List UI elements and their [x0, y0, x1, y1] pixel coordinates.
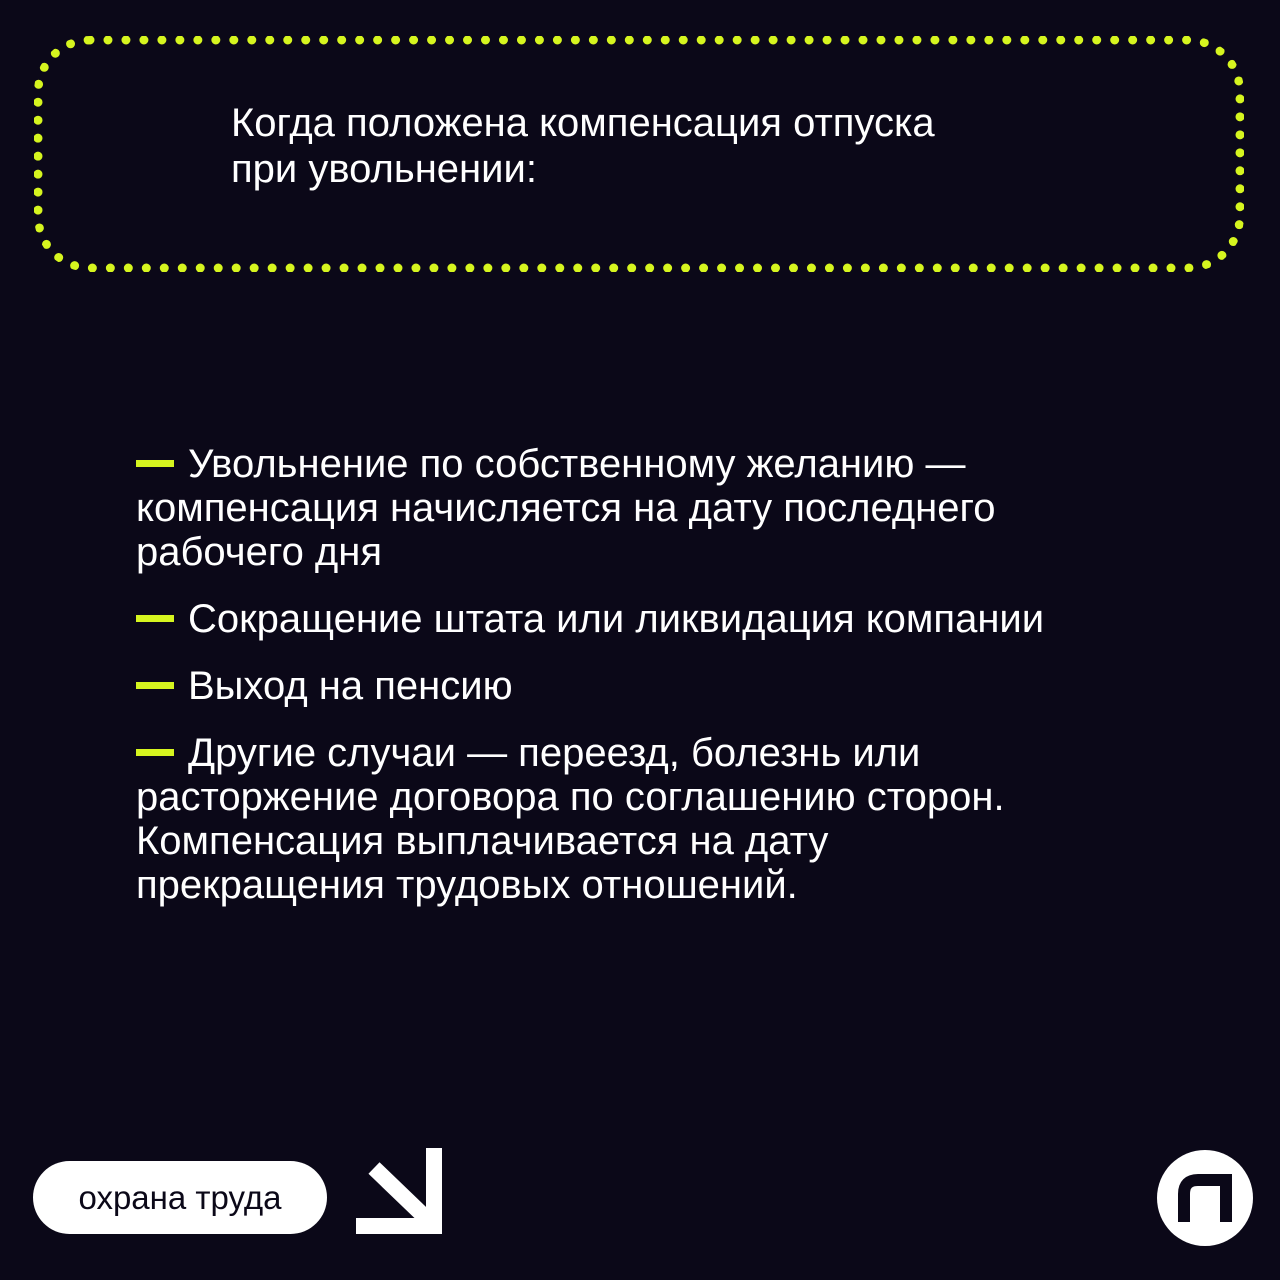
list-item-line: компенсация начисляется на дату последнего — [136, 486, 996, 530]
list-item-line: Увольнение по собственному желанию — — [188, 442, 966, 486]
logo-glyph-icon — [1157, 1150, 1253, 1246]
topic-tag-button[interactable] — [33, 1161, 327, 1234]
page-title-line-1: Когда положена компенсация отпуска — [231, 101, 935, 145]
dash-bullet-icon — [136, 460, 174, 467]
conditions-list — [136, 442, 1196, 930]
list-item-line: Компенсация выплачивается на дату — [136, 819, 829, 863]
page-title — [231, 100, 1131, 192]
list-item-line: рабочего дня — [136, 530, 383, 574]
list-item — [136, 731, 1196, 907]
list-item — [136, 664, 1196, 708]
topic-tag-label: охрана труда — [78, 1178, 282, 1216]
page-title-line-2: при увольнении: — [231, 147, 537, 191]
list-item-line: Выход на пенсию — [188, 664, 513, 708]
list-item-line: прекращения трудовых отношений. — [136, 863, 798, 907]
brand-logo-icon — [1157, 1150, 1253, 1246]
list-item-line: Другие случаи — переезд, болезнь или — [188, 731, 921, 775]
dash-bullet-icon — [136, 615, 174, 622]
list-item — [136, 597, 1196, 641]
dash-bullet-icon — [136, 682, 174, 689]
arrow-down-right-icon[interactable] — [352, 1144, 444, 1236]
list-item — [136, 442, 1196, 574]
dash-bullet-icon — [136, 749, 174, 756]
list-item-line: расторжение договора по соглашению сторон. — [136, 775, 1005, 819]
list-item-line: Сокращение штата или ликвидация компании — [188, 597, 1045, 641]
